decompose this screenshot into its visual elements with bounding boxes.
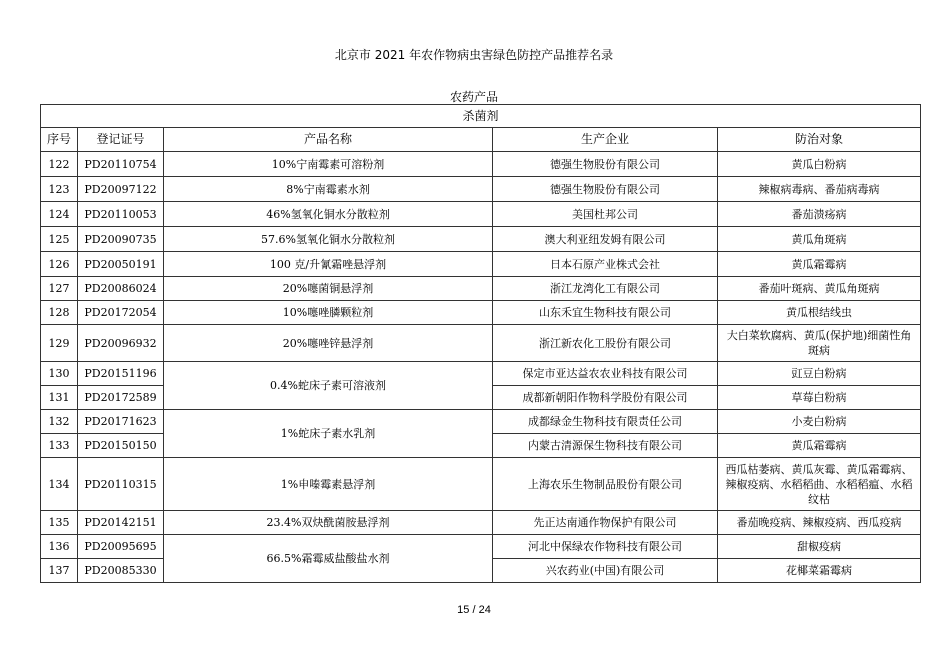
row-target: 番茄溃疡病 <box>718 202 921 227</box>
row-no: 122 <box>41 152 78 177</box>
row-reg: PD20172054 <box>78 301 164 325</box>
row-product: 1%申嗪霉素悬浮剂 <box>164 458 493 511</box>
row-product-merged: 0.4%蛇床子素可溶液剂 <box>164 362 493 410</box>
row-no: 137 <box>41 559 78 583</box>
row-no: 131 <box>41 386 78 410</box>
row-target: 黄瓜霜霉病 <box>718 252 921 277</box>
header-row <box>41 128 921 152</box>
row-target: 西瓜枯萎病、黄瓜灰霉、黄瓜霜霉病、辣椒疫病、水稻稻曲、水稻稻瘟、水稻纹枯 <box>718 458 921 511</box>
table-row <box>41 252 921 277</box>
row-target: 草莓白粉病 <box>718 386 921 410</box>
row-reg: PD20096932 <box>78 325 164 362</box>
row-reg: PD20086024 <box>78 277 164 301</box>
page-separator: / <box>472 604 476 616</box>
table-row <box>41 535 921 559</box>
row-product: 10%噻唑膦颗粒剂 <box>164 301 493 325</box>
row-company: 内蒙古清源保生物科技有限公司 <box>493 434 718 458</box>
row-target: 番茄叶斑病、黄瓜角斑病 <box>718 277 921 301</box>
category-row <box>41 105 921 128</box>
col-header-no: 序号 <box>41 128 78 152</box>
row-product: 20%噻唑锌悬浮剂 <box>164 325 493 362</box>
row-no: 126 <box>41 252 78 277</box>
row-reg: PD20171623 <box>78 410 164 434</box>
row-company: 兴农药业(中国)有限公司 <box>493 559 718 583</box>
row-target: 黄瓜霜霉病 <box>718 434 921 458</box>
row-reg: PD20097122 <box>78 177 164 202</box>
row-target: 黄瓜根结线虫 <box>718 301 921 325</box>
page-total: 24 <box>478 604 491 616</box>
section-title: 农药产品 <box>449 90 498 104</box>
table-row <box>41 458 921 511</box>
table-row <box>41 277 921 301</box>
row-product: 10%宁南霉素可溶粉剂 <box>164 152 493 177</box>
col-header-target: 防治对象 <box>718 128 921 152</box>
col-header-reg: 登记证号 <box>78 128 164 152</box>
table-row <box>41 152 921 177</box>
row-product: 57.6%氢氧化铜水分散粒剂 <box>164 227 493 252</box>
row-target: 黄瓜角斑病 <box>718 227 921 252</box>
row-product-merged: 1%蛇床子素水乳剂 <box>164 410 493 458</box>
row-no: 123 <box>41 177 78 202</box>
row-target: 大白菜软腐病、黄瓜(保护地)细菌性角斑病 <box>718 325 921 362</box>
table-row <box>41 410 921 434</box>
col-header-company: 生产企业 <box>493 128 718 152</box>
row-reg: PD20151196 <box>78 362 164 386</box>
row-target: 小麦白粉病 <box>718 410 921 434</box>
table-row <box>41 202 921 227</box>
row-product: 8%宁南霉素水剂 <box>164 177 493 202</box>
row-reg: PD20150150 <box>78 434 164 458</box>
page-number: 15 <box>457 604 470 616</box>
row-no: 125 <box>41 227 78 252</box>
row-company: 日本石原产业株式会社 <box>493 252 718 277</box>
row-company: 保定市亚达益农农业科技有限公司 <box>493 362 718 386</box>
row-company: 成都新朝阳作物科学股份有限公司 <box>493 386 718 410</box>
row-reg: PD20110315 <box>78 458 164 511</box>
row-company: 上海农乐生物制品股份有限公司 <box>493 458 718 511</box>
document-title: 北京市 2021 年农作物病虫害绿色防控产品推荐名录 <box>334 48 614 62</box>
row-no: 130 <box>41 362 78 386</box>
col-header-product: 产品名称 <box>164 128 493 152</box>
row-reg: PD20110754 <box>78 152 164 177</box>
row-product: 100 克/升氰霜唑悬浮剂 <box>164 252 493 277</box>
row-no: 133 <box>41 434 78 458</box>
row-reg: PD20050191 <box>78 252 164 277</box>
row-product: 23.4%双炔酰菌胺悬浮剂 <box>164 511 493 535</box>
row-reg: PD20142151 <box>78 511 164 535</box>
row-company: 成都绿金生物科技有限责任公司 <box>493 410 718 434</box>
row-target: 甜椒疫病 <box>718 535 921 559</box>
table-row <box>41 227 921 252</box>
row-no: 132 <box>41 410 78 434</box>
row-no: 129 <box>41 325 78 362</box>
row-reg: PD20095695 <box>78 535 164 559</box>
table-row <box>41 177 921 202</box>
row-no: 136 <box>41 535 78 559</box>
row-reg: PD20085330 <box>78 559 164 583</box>
row-product: 20%噻菌铜悬浮剂 <box>164 277 493 301</box>
row-company: 山东禾宜生物科技有限公司 <box>493 301 718 325</box>
row-target: 番茄晚疫病、辣椒疫病、西瓜疫病 <box>718 511 921 535</box>
row-target: 花椰菜霜霉病 <box>718 559 921 583</box>
row-target: 黄瓜白粉病 <box>718 152 921 177</box>
row-company: 浙江龙湾化工有限公司 <box>493 277 718 301</box>
row-company: 德强生物股份有限公司 <box>493 152 718 177</box>
row-no: 134 <box>41 458 78 511</box>
page-indicator <box>0 604 948 616</box>
row-no: 127 <box>41 277 78 301</box>
category-label: 杀菌剂 <box>41 105 921 128</box>
table-row <box>41 325 921 362</box>
row-no: 135 <box>41 511 78 535</box>
row-reg: PD20090735 <box>78 227 164 252</box>
table-row <box>41 362 921 386</box>
row-company: 浙江新农化工股份有限公司 <box>493 325 718 362</box>
row-product-merged: 66.5%霜霉威盐酸盐水剂 <box>164 535 493 583</box>
row-company: 先正达南通作物保护有限公司 <box>493 511 718 535</box>
table-row <box>41 511 921 535</box>
row-reg: PD20110053 <box>78 202 164 227</box>
row-company: 澳大利亚纽发姆有限公司 <box>493 227 718 252</box>
row-no: 128 <box>41 301 78 325</box>
row-target: 豇豆白粉病 <box>718 362 921 386</box>
row-no: 124 <box>41 202 78 227</box>
row-company: 美国杜邦公司 <box>493 202 718 227</box>
row-reg: PD20172589 <box>78 386 164 410</box>
row-product: 46%氢氧化铜水分散粒剂 <box>164 202 493 227</box>
table-row <box>41 301 921 325</box>
row-company: 河北中保绿农作物科技有限公司 <box>493 535 718 559</box>
product-table <box>40 104 921 583</box>
row-target: 辣椒病毒病、番茄病毒病 <box>718 177 921 202</box>
row-company: 德强生物股份有限公司 <box>493 177 718 202</box>
